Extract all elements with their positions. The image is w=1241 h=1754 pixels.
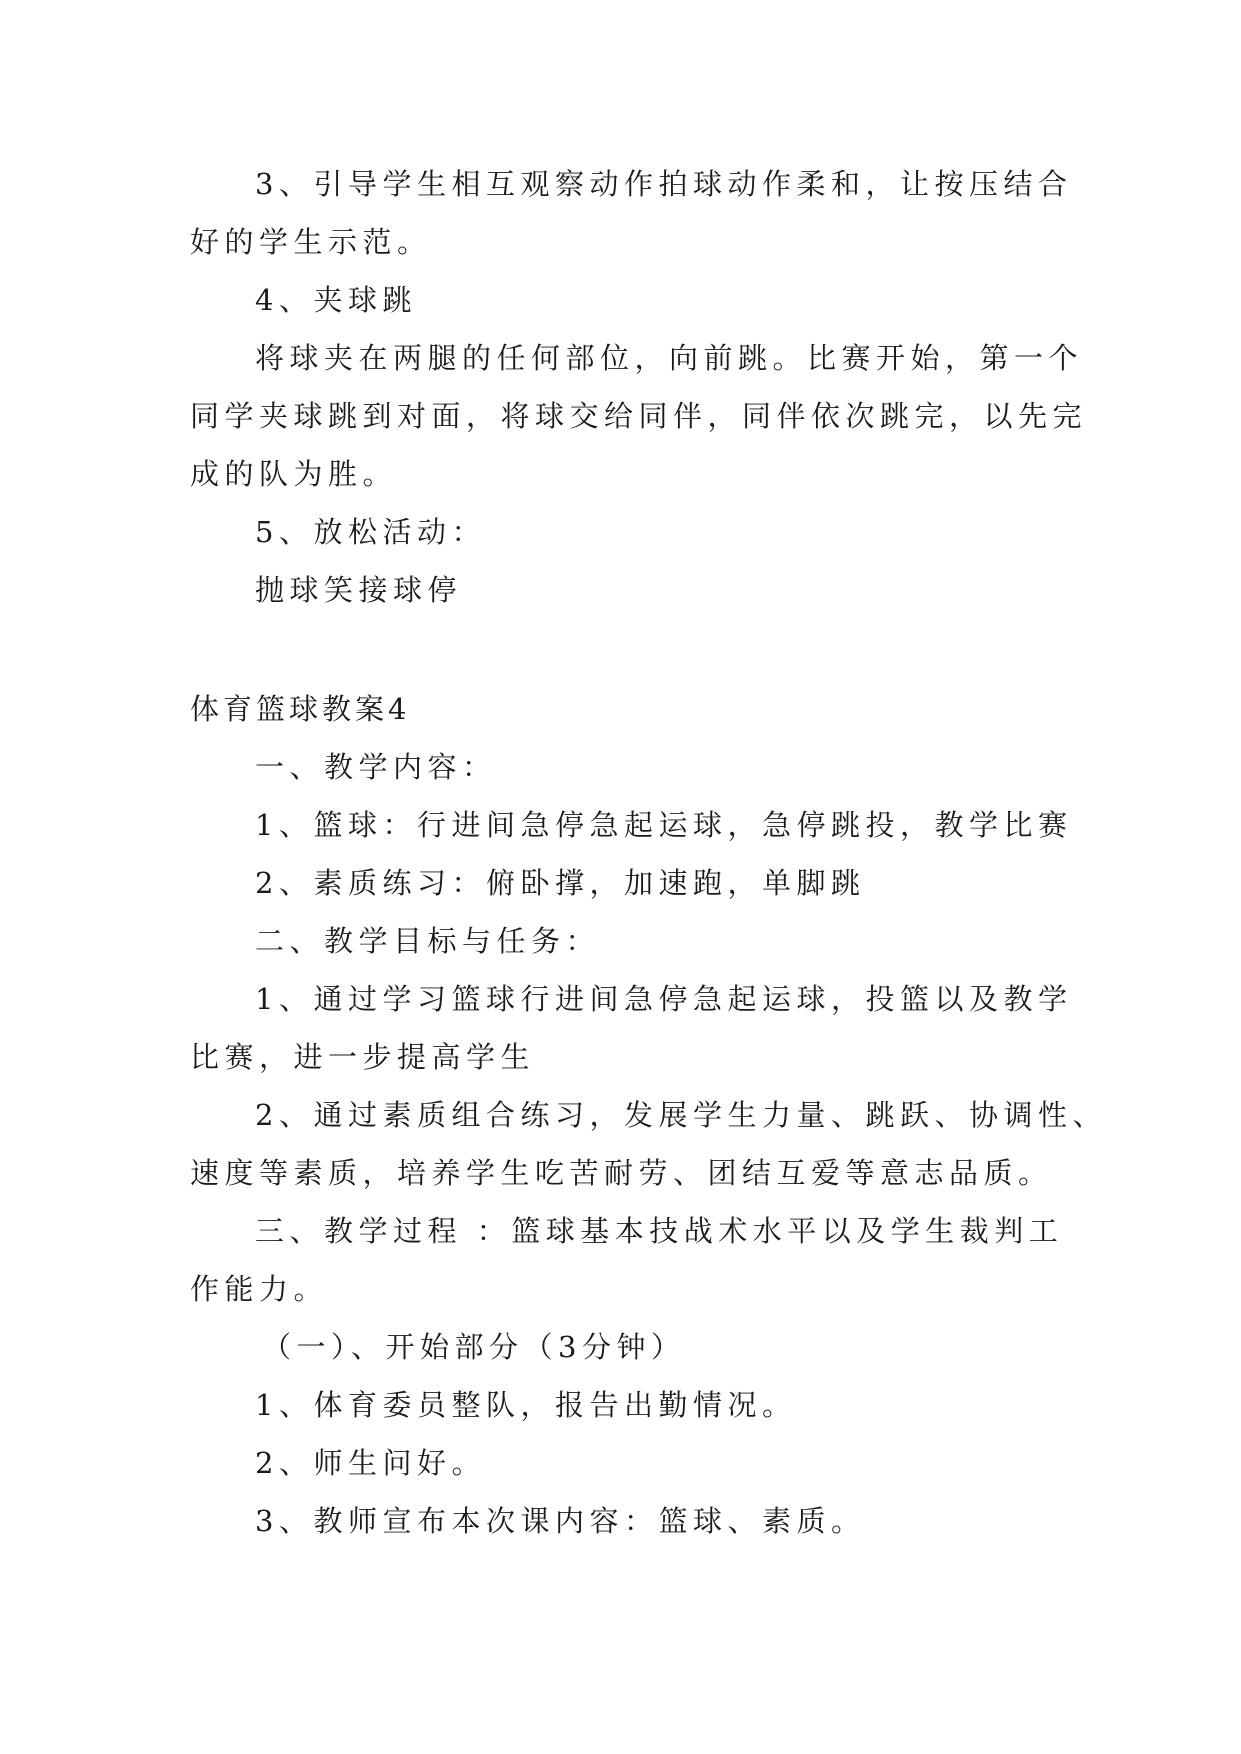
paragraph-line: 比赛，进一步提高学生 [190, 1040, 536, 1074]
paragraph-line: 作能力。 [190, 1272, 329, 1306]
paragraph-line: 好的学生示范。 [190, 225, 432, 259]
paragraph-line: 2、师生问好。 [255, 1446, 486, 1480]
paragraph-line: 1、体育委员整队，报告出勤情况。 [255, 1388, 797, 1422]
paragraph-line: 成的队为胜。 [190, 457, 398, 491]
paragraph-line: 2、素质练习：俯卧撑，加速跑，单脚跳 [255, 866, 866, 900]
section-heading: 三、教学过程 ：篮球基本技战术水平以及学生裁判工 [255, 1214, 1064, 1248]
paragraph-line: 2、通过素质组合练习，发展学生力量、跳跃、协调性、 [255, 1098, 1107, 1132]
section-heading: 一、教学内容： [255, 750, 497, 784]
paragraph-line: 同学夹球跳到对面，将球交给同伴，同伴依次跳完，以先完 [190, 399, 1088, 433]
paragraph-line: 1、通过学习篮球行进间急停急起运球，投篮以及教学 [255, 982, 1073, 1016]
list-item-heading: 4、夹球跳 [255, 283, 417, 317]
list-item-heading: 5、放松活动： [255, 515, 486, 549]
section-title: 体育篮球教案4 [190, 692, 411, 726]
paragraph-line: 抛球笑接球停 [255, 573, 463, 607]
paragraph-line: 将球夹在两腿的任何部位，向前跳。比赛开始，第一个 [255, 341, 1084, 375]
paragraph-line: 速度等素质，培养学生吃苦耐劳、团结互爱等意志品质。 [190, 1156, 1053, 1190]
paragraph-line: 3、教师宣布本次课内容：篮球、素质。 [255, 1504, 866, 1538]
section-heading: 二、教学目标与任务： [255, 924, 601, 958]
paragraph-line: 1、篮球：行进间急停急起运球，急停跳投，教学比赛 [255, 808, 1073, 842]
paragraph-line: 3、引导学生相互观察动作拍球动作柔和，让按压结合 [255, 167, 1073, 201]
subsection-heading: （一）、开始部分（3分钟） [262, 1330, 686, 1364]
